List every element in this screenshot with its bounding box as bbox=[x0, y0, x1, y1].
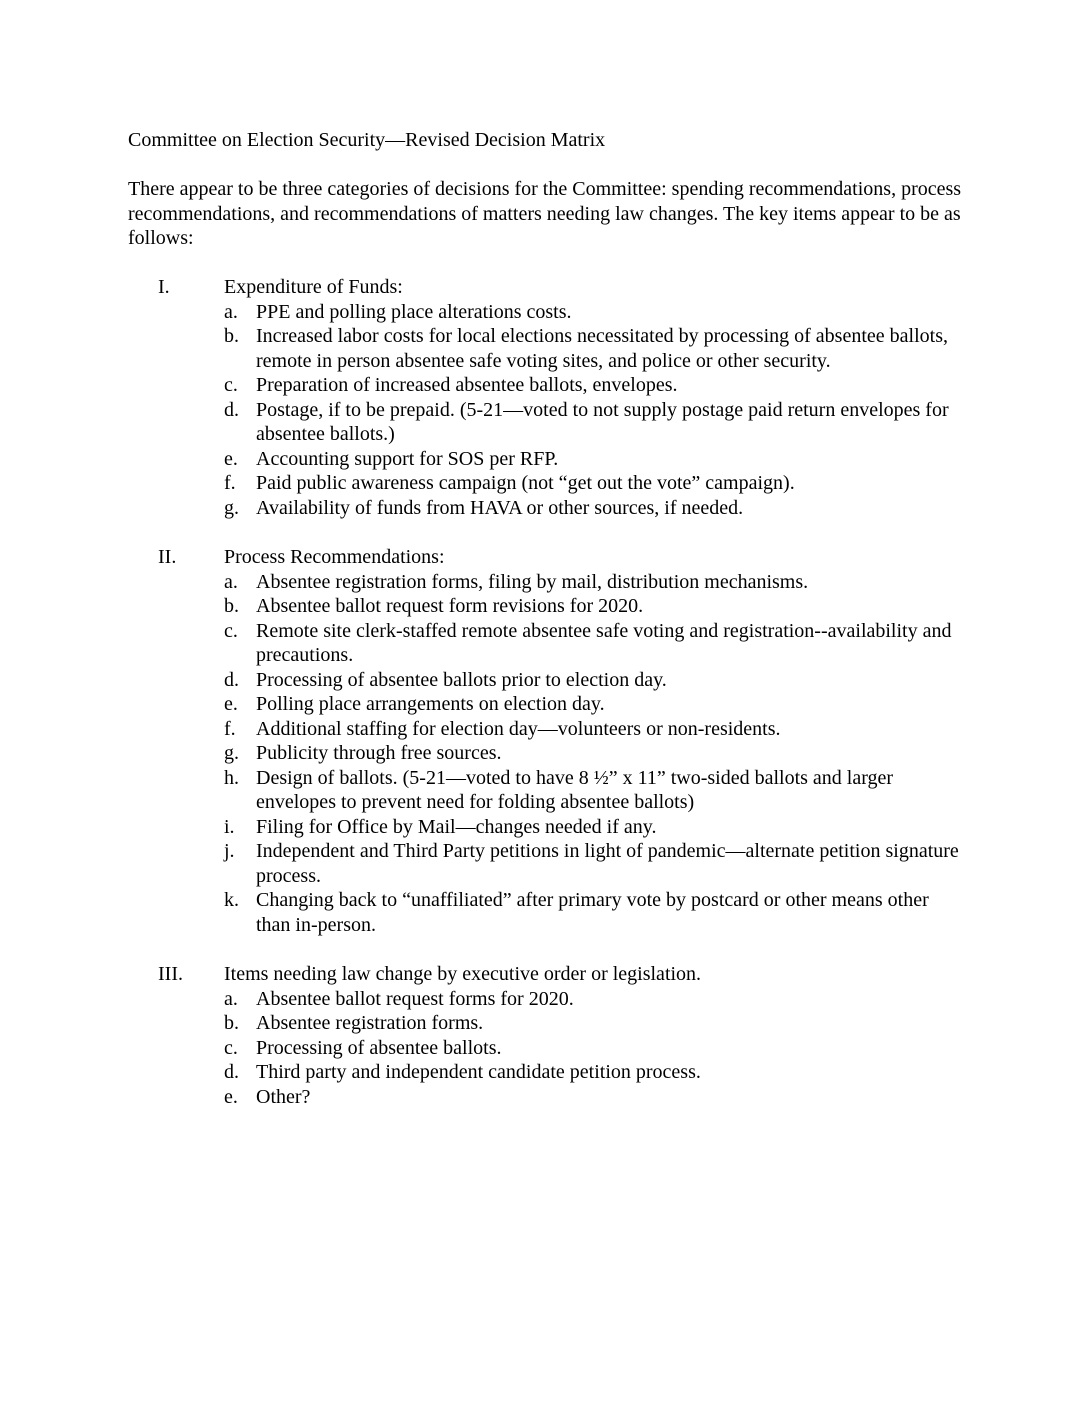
item-letter: f. bbox=[224, 717, 236, 740]
intro-paragraph: There appear to be three categories of decisions for the Committee: spending recommendations, process recommendations, and recommendations of matters needing law changes. The key items appear to be as follows: bbox=[128, 178, 962, 249]
list-item bbox=[128, 570, 968, 595]
list-item bbox=[128, 1011, 968, 1036]
item-text: Postage, if to be prepaid. (5-21—voted to not supply postage paid return envelopes for absentee ballots.) bbox=[256, 398, 949, 445]
item-letter: e. bbox=[224, 447, 238, 470]
item-text: Other? bbox=[256, 1085, 311, 1108]
section-law-change-items bbox=[128, 962, 968, 1109]
item-letter: a. bbox=[224, 570, 238, 593]
document-title: Committee on Election Security—Revised Decision Matrix bbox=[128, 129, 606, 151]
item-list bbox=[128, 987, 968, 1110]
section-heading: Expenditure of Funds: bbox=[224, 276, 403, 298]
item-letter: d. bbox=[224, 668, 239, 691]
list-item bbox=[128, 717, 968, 742]
item-text: Absentee ballot request forms for 2020. bbox=[256, 987, 574, 1010]
item-text: Publicity through free sources. bbox=[256, 742, 502, 764]
list-item bbox=[128, 1085, 968, 1110]
item-letter: c. bbox=[224, 1036, 238, 1059]
list-item bbox=[128, 324, 968, 373]
list-item bbox=[128, 668, 968, 693]
item-list bbox=[128, 300, 968, 521]
section-heading: Items needing law change by executive order or legislation. bbox=[224, 963, 702, 985]
list-item bbox=[128, 471, 968, 496]
item-text: Absentee registration forms, filing by mail, distribution mechanisms. bbox=[256, 570, 809, 593]
item-text: PPE and polling place alterations costs. bbox=[256, 300, 572, 323]
item-text: Independent and Third Party petitions in light of pandemic—alternate petition signature process. bbox=[256, 840, 959, 887]
section-numeral: II. bbox=[158, 546, 177, 568]
section-header bbox=[128, 275, 968, 300]
section-header bbox=[128, 962, 968, 987]
list-item bbox=[128, 398, 968, 447]
item-letter: b. bbox=[224, 325, 239, 347]
list-item bbox=[128, 815, 968, 840]
item-text: Accounting support for SOS per RFP. bbox=[256, 447, 559, 470]
item-letter: e. bbox=[224, 693, 238, 715]
item-letter: e. bbox=[224, 1085, 238, 1108]
item-text: Increased labor costs for local elections necessitated by processing of absentee ballots, remote in person absentee safe voting sites, and police or other security. bbox=[256, 325, 948, 372]
item-letter: a. bbox=[224, 300, 238, 323]
item-text: Processing of absentee ballots prior to election day. bbox=[256, 668, 667, 691]
item-text: Absentee registration forms. bbox=[256, 1012, 484, 1034]
section-header bbox=[128, 545, 968, 570]
item-text: Design of ballots. (5-21—voted to have 8 ½” x 11” two-sided ballots and larger envelopes to prevent need for folding absentee ballots) bbox=[256, 766, 894, 813]
item-letter: c. bbox=[224, 619, 238, 642]
item-letter: d. bbox=[224, 1061, 239, 1083]
item-letter: i. bbox=[224, 815, 235, 838]
item-letter: b. bbox=[224, 1012, 239, 1034]
item-text: Polling place arrangements on election day. bbox=[256, 693, 605, 715]
item-letter: a. bbox=[224, 987, 238, 1010]
section-expenditure-of-funds bbox=[128, 275, 968, 520]
list-item bbox=[128, 1060, 968, 1085]
item-text: Absentee ballot request form revisions for 2020. bbox=[256, 595, 644, 617]
item-letter: f. bbox=[224, 472, 236, 494]
list-item bbox=[128, 888, 968, 937]
list-item bbox=[128, 594, 968, 619]
list-item bbox=[128, 766, 968, 815]
item-text: Third party and independent candidate petition process. bbox=[256, 1061, 701, 1083]
list-item bbox=[128, 447, 968, 472]
list-item bbox=[128, 373, 968, 398]
list-item bbox=[128, 741, 968, 766]
list-item bbox=[128, 619, 968, 668]
item-list bbox=[128, 570, 968, 938]
item-text: Remote site clerk-staffed remote absentee safe voting and registration--availability and precautions. bbox=[256, 619, 952, 666]
item-letter: g. bbox=[224, 496, 239, 519]
item-letter: d. bbox=[224, 398, 239, 421]
item-letter: j. bbox=[224, 840, 235, 862]
section-heading: Process Recommendations: bbox=[224, 546, 445, 568]
item-letter: k. bbox=[224, 889, 239, 911]
item-text: Additional staffing for election day—volunteers or non-residents. bbox=[256, 717, 781, 740]
item-letter: c. bbox=[224, 374, 238, 396]
item-text: Preparation of increased absentee ballots, envelopes. bbox=[256, 374, 678, 396]
item-text: Processing of absentee ballots. bbox=[256, 1036, 502, 1059]
list-item bbox=[128, 496, 968, 521]
item-letter: b. bbox=[224, 595, 239, 617]
section-process-recommendations bbox=[128, 545, 968, 937]
list-item bbox=[128, 987, 968, 1012]
list-item bbox=[128, 300, 968, 325]
item-letter: h. bbox=[224, 766, 239, 789]
item-text: Availability of funds from HAVA or other sources, if needed. bbox=[256, 496, 744, 519]
section-numeral: III. bbox=[158, 963, 183, 985]
item-text: Filing for Office by Mail—changes needed if any. bbox=[256, 815, 657, 838]
list-item bbox=[128, 1036, 968, 1061]
section-numeral: I. bbox=[158, 276, 170, 298]
list-item bbox=[128, 692, 968, 717]
item-letter: g. bbox=[224, 742, 239, 764]
item-text: Paid public awareness campaign (not “get out the vote” campaign). bbox=[256, 472, 795, 494]
item-text: Changing back to “unaffiliated” after primary vote by postcard or other means other than in-person. bbox=[256, 889, 929, 936]
list-item bbox=[128, 839, 968, 888]
